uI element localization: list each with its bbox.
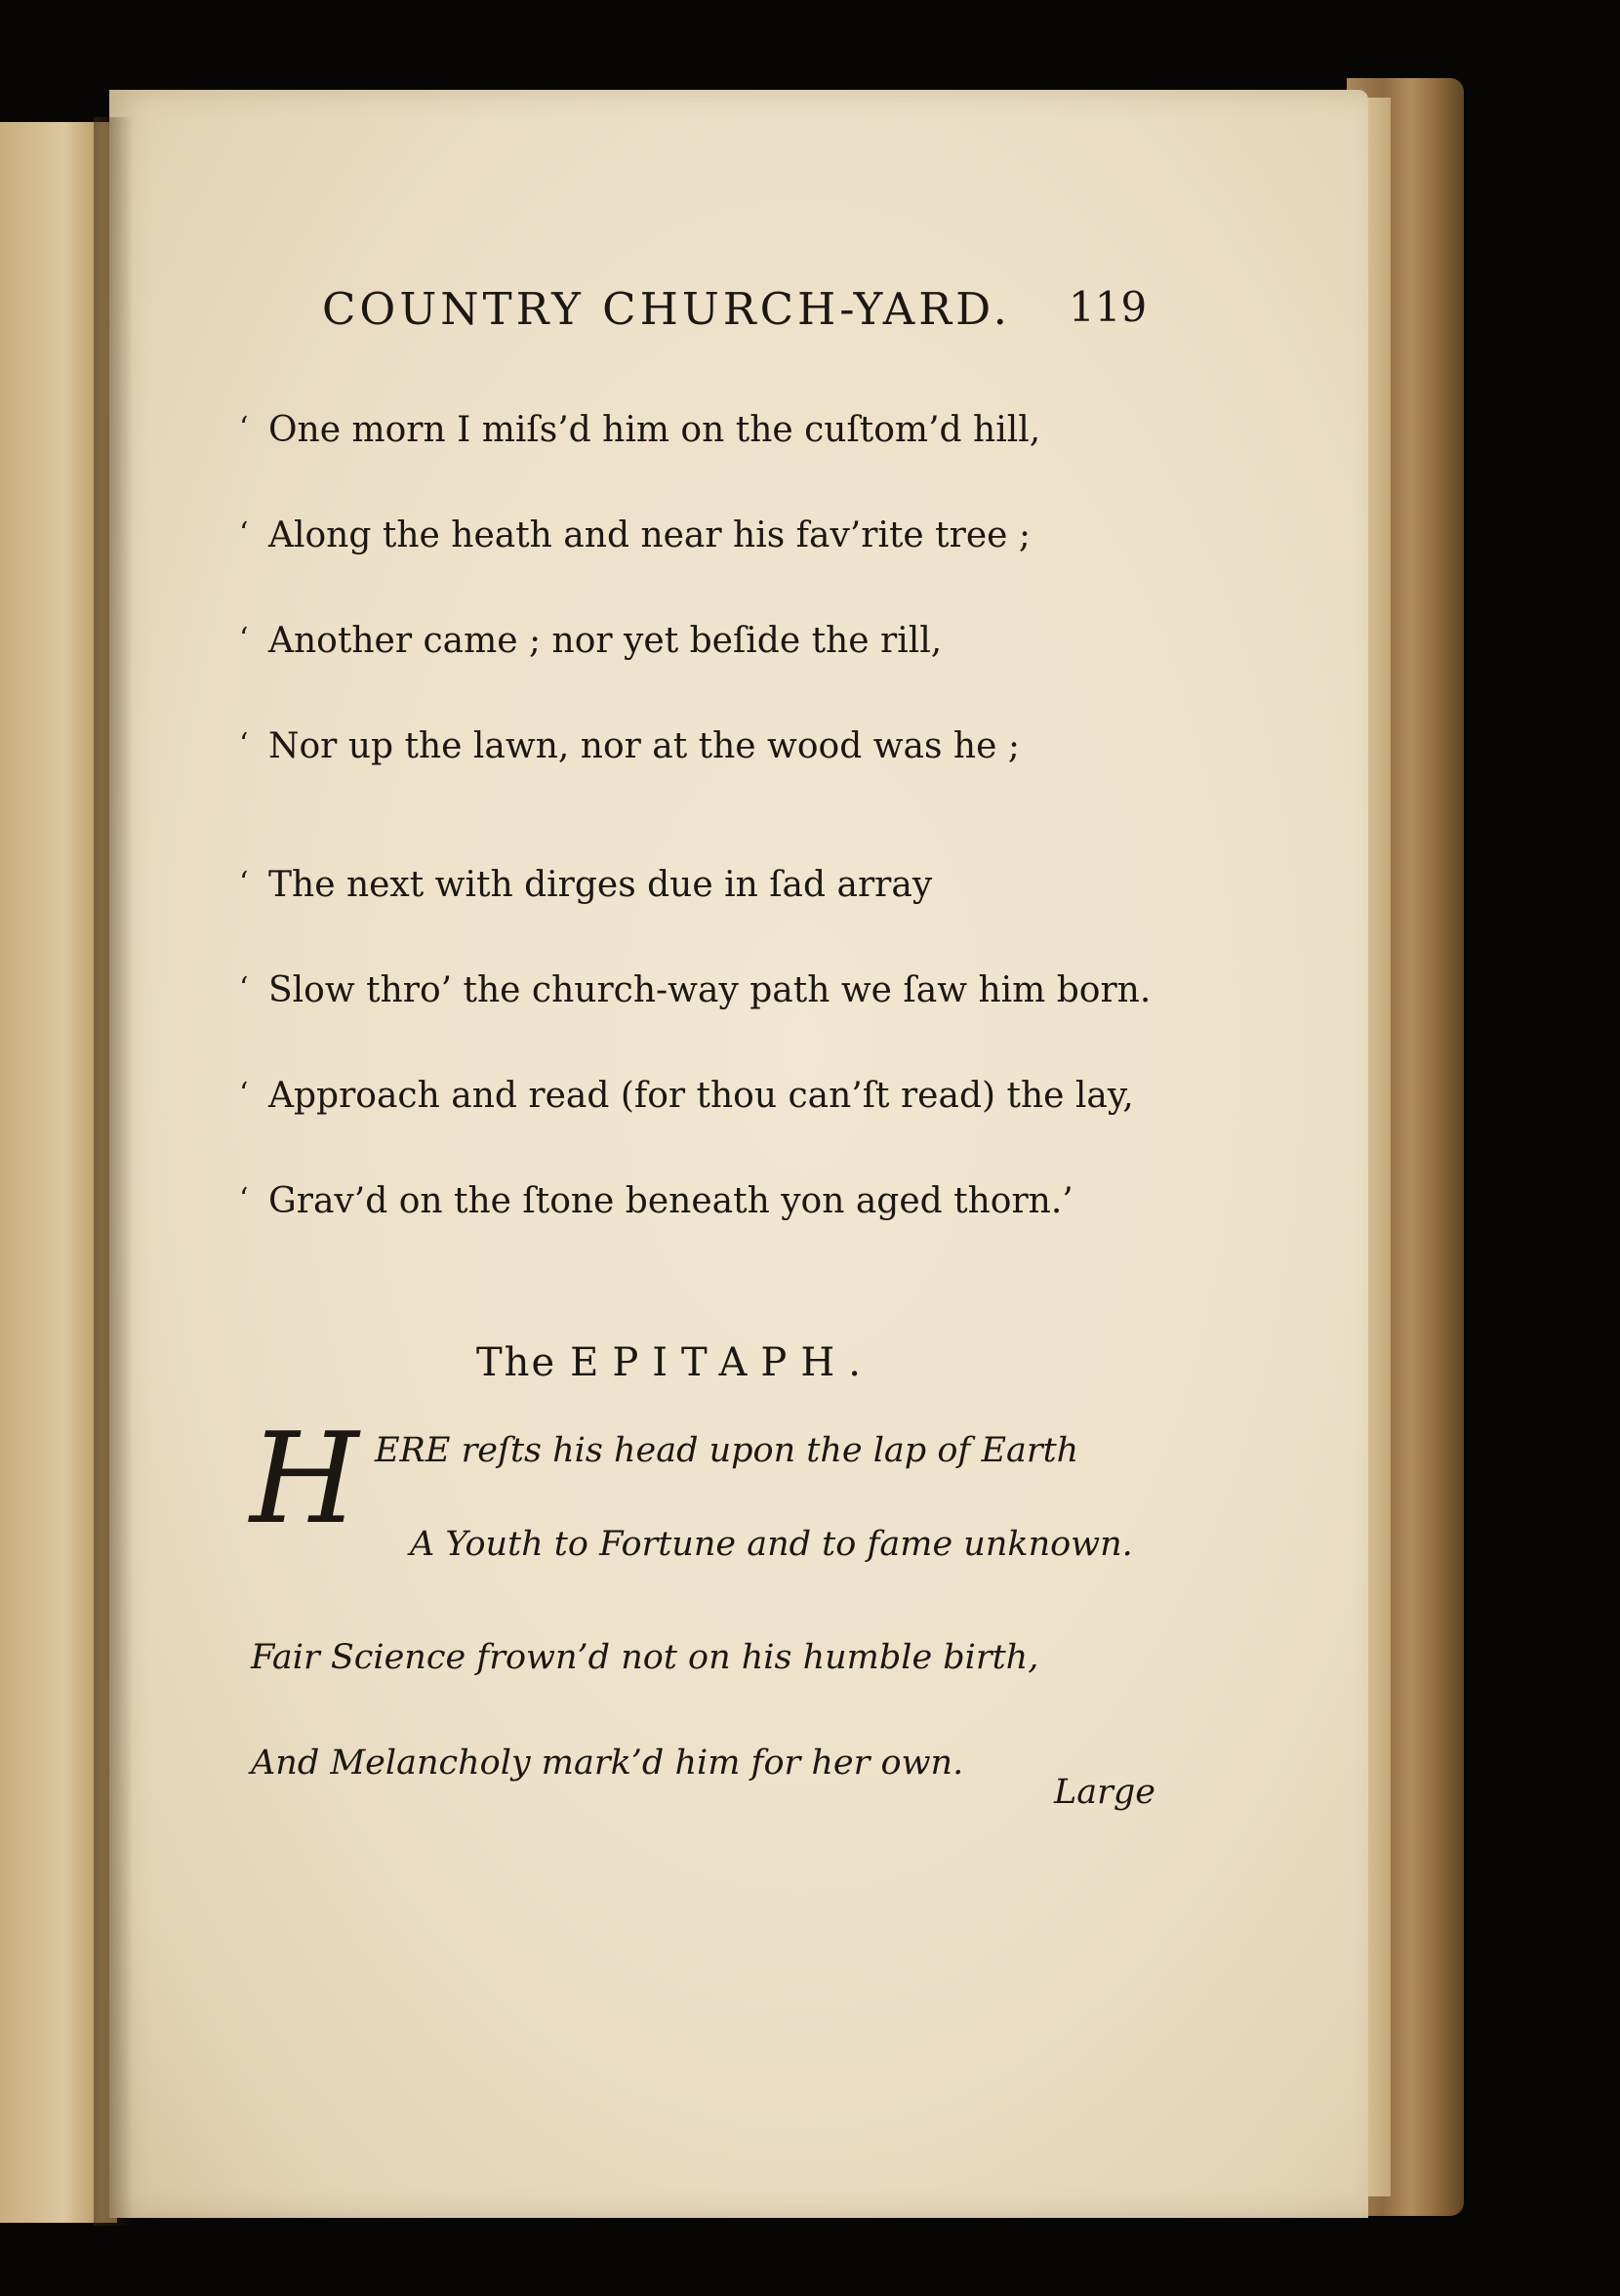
epitaph-heading xyxy=(476,1340,874,1385)
verse-text: Approach and read (for thou can’ſt read) the lay, xyxy=(268,1076,1134,1116)
verse-text: Along the heath and near his fav’rite tree ; xyxy=(268,515,1032,555)
verse-text: Nor up the lawn, nor at the wood was he ; xyxy=(268,726,1020,766)
quote-mark: ‘ xyxy=(239,622,249,656)
quote-mark: ‘ xyxy=(239,1182,249,1216)
verse-line xyxy=(239,1076,1134,1116)
verse-text: Slow thro’ the church-way path we ſaw him born. xyxy=(268,970,1152,1010)
epitaph-line: A Youth to Fortune and to fame unknown. xyxy=(410,1525,1133,1564)
verse-line xyxy=(239,865,932,905)
page-number: 119 xyxy=(1069,283,1148,331)
epitaph-heading-title: EPITAPH. xyxy=(570,1340,874,1385)
book-page xyxy=(109,90,1368,2218)
quote-mark: ‘ xyxy=(239,866,249,900)
gutter-shadow xyxy=(94,117,133,2226)
quote-mark: ‘ xyxy=(239,516,249,551)
verse-line xyxy=(239,1181,1073,1221)
verse-line xyxy=(239,515,1031,555)
verse-text: Another came ; nor yet beſide the rill, xyxy=(268,621,943,661)
quote-mark: ‘ xyxy=(239,727,249,761)
verse-line xyxy=(239,726,1020,766)
epitaph-line: ERE reſts his head upon the lap of Earth xyxy=(375,1431,1079,1470)
drop-cap: H xyxy=(250,1407,359,1552)
verse-line xyxy=(239,970,1151,1010)
epitaph-line: Fair Science frown’d not on his humble birth, xyxy=(251,1638,1039,1677)
epitaph-heading-prefix: The xyxy=(476,1340,557,1385)
quote-mark: ‘ xyxy=(239,411,249,445)
quote-mark: ‘ xyxy=(239,1077,249,1111)
verse-text: Grav’d on the ſtone beneath yon aged thorn.’ xyxy=(268,1181,1073,1221)
verse-line xyxy=(239,621,942,661)
quote-mark: ‘ xyxy=(239,971,249,1005)
verse-text: The next with dirges due in ſad array xyxy=(268,865,933,905)
epitaph-line: And Melancholy mark’d him for her own. xyxy=(251,1743,964,1783)
verse-text: One morn I miſs’d him on the cuſtom’d hill, xyxy=(268,410,1041,450)
running-head: COUNTRY CHURCH-YARD. xyxy=(322,283,1011,335)
catchword: Large xyxy=(1054,1773,1155,1812)
verse-line xyxy=(239,410,1040,450)
